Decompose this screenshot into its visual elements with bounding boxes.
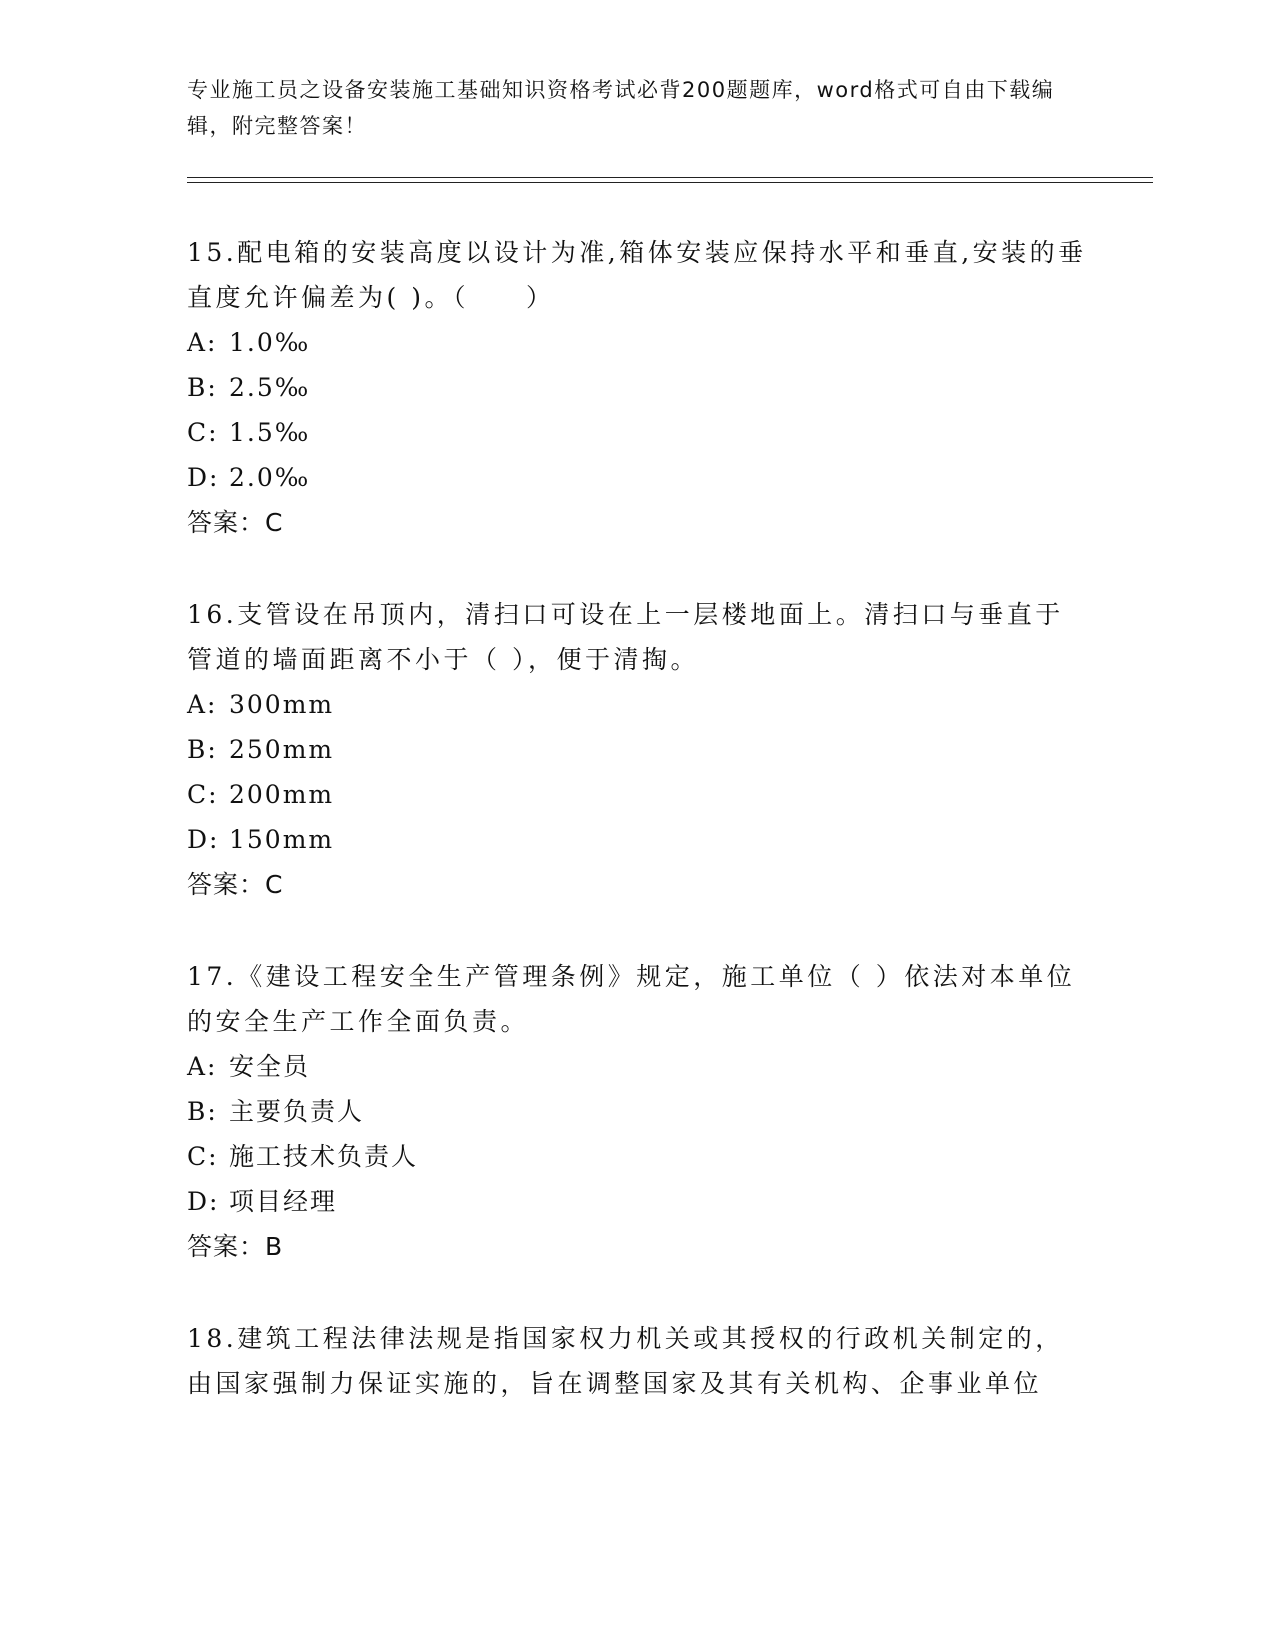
option-c [187, 410, 1087, 455]
question-text: 17.《建设工程安全生产管理条例》规定，施工单位（ ）依法对本单位的安全生产工作全面负责。 [187, 962, 1076, 1036]
option-letter: D: [187, 463, 220, 492]
option-letter: B: [187, 373, 218, 402]
option-text: 1.5‰ [229, 418, 311, 447]
option-text: 安全员 [229, 1052, 311, 1081]
option-d [187, 817, 1087, 862]
question-16 [187, 592, 1087, 907]
answer-line: 答案：B [187, 1232, 284, 1261]
option-b [187, 727, 1087, 772]
option-letter: A: [187, 328, 218, 357]
answer-line: 答案：C [187, 508, 284, 537]
option-letter: B: [187, 735, 218, 764]
option-letter: A: [187, 690, 218, 719]
question-17 [187, 954, 1087, 1269]
answer-line: 答案：C [187, 870, 284, 899]
option-text: 项目经理 [229, 1187, 338, 1216]
question-list [187, 230, 1087, 1453]
option-text: 1.0‰ [229, 328, 311, 357]
option-letter: D: [187, 825, 220, 854]
option-text: 2.5‰ [229, 373, 311, 402]
option-c [187, 1134, 1087, 1179]
header-divider-top [187, 177, 1153, 178]
option-letter: C: [187, 780, 219, 809]
option-a [187, 1044, 1087, 1089]
option-c [187, 772, 1087, 817]
question-text: 15.配电箱的安装高度以设计为准,箱体安装应保持水平和垂直,安装的垂直度允许偏差为( )。（ ） [187, 238, 1087, 312]
option-a [187, 682, 1087, 727]
question-text: 18.建筑工程法律法规是指国家权力机关或其授权的行政机关制定的，由国家强制力保证实施的，旨在调整国家及其有关机构、企事业单位 [187, 1324, 1064, 1398]
option-letter: D: [187, 1187, 220, 1216]
option-text: 主要负责人 [229, 1097, 365, 1126]
option-b [187, 365, 1087, 410]
question-15 [187, 230, 1087, 545]
document-header: 专业施工员之设备安装施工基础知识资格考试必背200题题库，word格式可自由下载编辑，附完整答案！ [187, 78, 1055, 138]
question-18 [187, 1316, 1087, 1406]
option-text: 250mm [229, 735, 335, 764]
option-text: 150mm [229, 825, 335, 854]
option-letter: B: [187, 1097, 218, 1126]
header-divider-bottom [187, 182, 1153, 183]
option-text: 200mm [229, 780, 335, 809]
option-b [187, 1089, 1087, 1134]
option-text: 施工技术负责人 [229, 1142, 419, 1171]
option-text: 300mm [229, 690, 335, 719]
option-letter: C: [187, 418, 219, 447]
option-letter: A: [187, 1052, 218, 1081]
option-d [187, 455, 1087, 500]
question-text: 16.支管设在吊顶内，清扫口可设在上一层楼地面上。清扫口与垂直于管道的墙面距离不小于（ ），便于清掏。 [187, 600, 1064, 674]
option-a [187, 320, 1087, 365]
option-text: 2.0‰ [229, 463, 311, 492]
option-letter: C: [187, 1142, 219, 1171]
option-d [187, 1179, 1087, 1224]
